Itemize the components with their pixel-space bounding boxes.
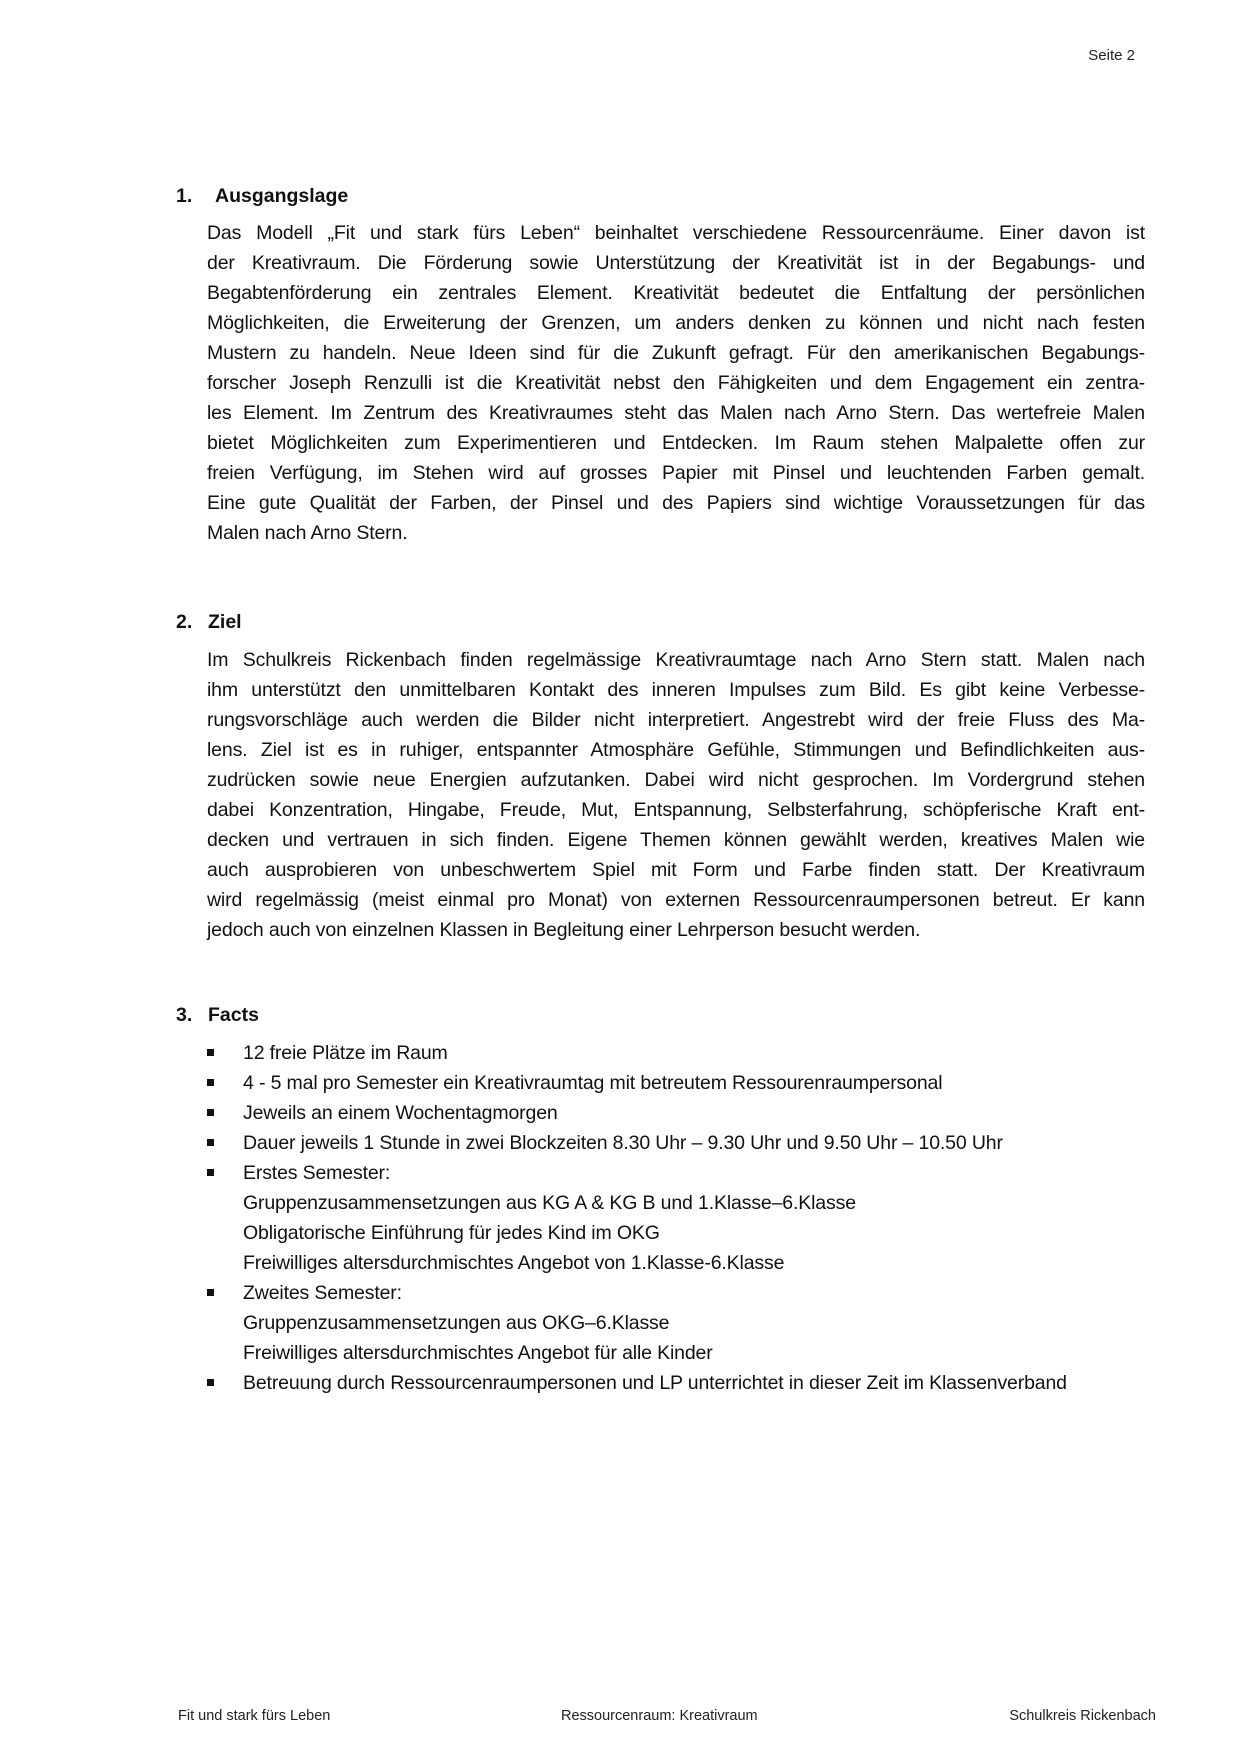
text-line: bietet Möglichkeiten zum Experimentieren und Entdecken. Im Raum stehen Malpalette offen zur bbox=[207, 432, 1145, 454]
text-line: Im Schulkreis Rickenbach finden regelmässige Kreativraumtage nach Arno Stern statt. Malen nach bbox=[207, 649, 1145, 671]
list-item bbox=[207, 1038, 1167, 1068]
text-line: les Element. Im Zentrum des Kreativraumes steht das Malen nach Arno Stern. Das wertefreie Malen bbox=[207, 402, 1145, 424]
section-number: 1. bbox=[176, 185, 193, 207]
square-bullet-icon bbox=[207, 1139, 214, 1146]
fact-subtext: Freiwilliges altersdurchmischtes Angebot von 1.Klasse-6.Klasse bbox=[243, 1252, 785, 1274]
fact-text: Erstes Semester: bbox=[243, 1162, 391, 1184]
footer-left: Fit und stark fürs Leben bbox=[178, 1708, 331, 1724]
fact-text: 4 - 5 mal pro Semester ein Kreativraumtag mit betreutem Ressourenraumpersonal bbox=[243, 1072, 943, 1094]
text-line: dabei Konzentration, Hingabe, Freude, Mut, Entspannung, Selbsterfahrung, schöpferische Kraft ent- bbox=[207, 799, 1145, 821]
text-line: zudrücken sowie neue Energien aufzutanken. Dabei wird nicht gesprochen. Im Vordergrund stehen bbox=[207, 769, 1145, 791]
footer-right: Schulkreis Rickenbach bbox=[1009, 1708, 1156, 1724]
text-line: wird regelmässig (meist einmal pro Monat) von externen Ressourcenraumpersonen betreut. Er kann bbox=[207, 889, 1145, 911]
fact-text: 12 freie Plätze im Raum bbox=[243, 1042, 448, 1064]
fact-text: Zweites Semester: bbox=[243, 1282, 402, 1304]
text-line: rungsvorschläge auch werden die Bilder nicht interpretiert. Angestrebt wird der freie Fluss des Ma- bbox=[207, 709, 1145, 731]
text-line: Eine gute Qualität der Farben, der Pinsel und des Papiers sind wichtige Voraussetzungen für das bbox=[207, 492, 1145, 514]
square-bullet-icon bbox=[207, 1379, 214, 1386]
section-body-ziel bbox=[207, 645, 1145, 945]
fact-subtext: Gruppenzusammensetzungen aus OKG–6.Klasse bbox=[243, 1312, 670, 1334]
footer-center: Ressourcenraum: Kreativraum bbox=[561, 1708, 758, 1724]
text-line: Begabtenförderung ein zentrales Element. Kreativität bedeutet die Entfaltung der persönlichen bbox=[207, 282, 1145, 304]
section-heading-facts bbox=[176, 1002, 259, 1028]
list-item bbox=[207, 1158, 1167, 1278]
section-title: Ausgangslage bbox=[215, 185, 349, 207]
text-line: Möglichkeiten, die Erweiterung der Grenzen, um anders denken zu können und nicht nach festen bbox=[207, 312, 1145, 334]
text-line: freien Verfügung, im Stehen wird auf grosses Papier mit Pinsel und leuchtenden Farben gemalt. bbox=[207, 462, 1145, 484]
section-body-ausgangslage bbox=[207, 218, 1145, 548]
page-number: Seite 2 bbox=[1088, 47, 1135, 64]
text-line: lens. Ziel ist es in ruhiger, entspannter Atmosphäre Gefühle, Stimmungen und Befindlichkeiten aus- bbox=[207, 739, 1145, 761]
text-line: der Kreativraum. Die Förderung sowie Unterstützung der Kreativität ist in der Begabungs- und bbox=[207, 252, 1145, 274]
text-line: auch ausprobieren von unbeschwertem Spiel mit Form und Farbe finden statt. Der Kreativraum bbox=[207, 859, 1145, 881]
list-item bbox=[207, 1368, 1167, 1398]
square-bullet-icon bbox=[207, 1169, 214, 1176]
section-title: Facts bbox=[208, 1004, 259, 1026]
list-item bbox=[207, 1278, 1167, 1368]
list-item bbox=[207, 1098, 1167, 1128]
square-bullet-icon bbox=[207, 1049, 214, 1056]
text-line: Mustern zu handeln. Neue Ideen sind für die Zukunft gefragt. Für den amerikanischen Begabungs- bbox=[207, 342, 1145, 364]
list-item bbox=[207, 1068, 1167, 1098]
section-heading-ziel bbox=[176, 609, 242, 635]
fact-subtext: Obligatorische Einführung für jedes Kind im OKG bbox=[243, 1222, 660, 1244]
square-bullet-icon bbox=[207, 1079, 214, 1086]
fact-text: Jeweils an einem Wochentagmorgen bbox=[243, 1102, 558, 1124]
text-line: Malen nach Arno Stern. bbox=[207, 522, 408, 544]
square-bullet-icon bbox=[207, 1289, 214, 1296]
facts-list bbox=[207, 1038, 1167, 1398]
fact-text: Betreuung durch Ressourcenraumpersonen und LP unterrichtet in dieser Zeit im Klassenverband bbox=[243, 1372, 1067, 1394]
text-line: Das Modell „Fit und stark fürs Leben“ beinhaltet verschiedene Ressourcenräume. Einer davon ist bbox=[207, 222, 1145, 244]
list-item bbox=[207, 1128, 1167, 1158]
text-line: forscher Joseph Renzulli ist die Kreativität nebst den Fähigkeiten und dem Engagement ein zentra- bbox=[207, 372, 1145, 394]
fact-subtext: Freiwilliges altersdurchmischtes Angebot für alle Kinder bbox=[243, 1342, 713, 1364]
section-number: 3. bbox=[176, 1004, 193, 1026]
section-heading-ausgangslage bbox=[176, 183, 348, 209]
text-line: decken und vertrauen in sich finden. Eigene Themen können gewählt werden, kreatives Malen wie bbox=[207, 829, 1145, 851]
text-line: jedoch auch von einzelnen Klassen in Begleitung einer Lehrperson besucht werden. bbox=[207, 919, 921, 941]
square-bullet-icon bbox=[207, 1109, 214, 1116]
fact-text: Dauer jeweils 1 Stunde in zwei Blockzeiten 8.30 Uhr – 9.30 Uhr und 9.50 Uhr – 10.50 Uhr bbox=[243, 1132, 1003, 1154]
fact-subtext: Gruppenzusammensetzungen aus KG A & KG B und 1.Klasse–6.Klasse bbox=[243, 1192, 856, 1214]
section-number: 2. bbox=[176, 611, 193, 633]
text-line: ihm unterstützt den unmittelbaren Kontakt des inneren Impulses zum Bild. Es gibt keine Verbesse- bbox=[207, 679, 1145, 701]
section-title: Ziel bbox=[208, 611, 242, 633]
